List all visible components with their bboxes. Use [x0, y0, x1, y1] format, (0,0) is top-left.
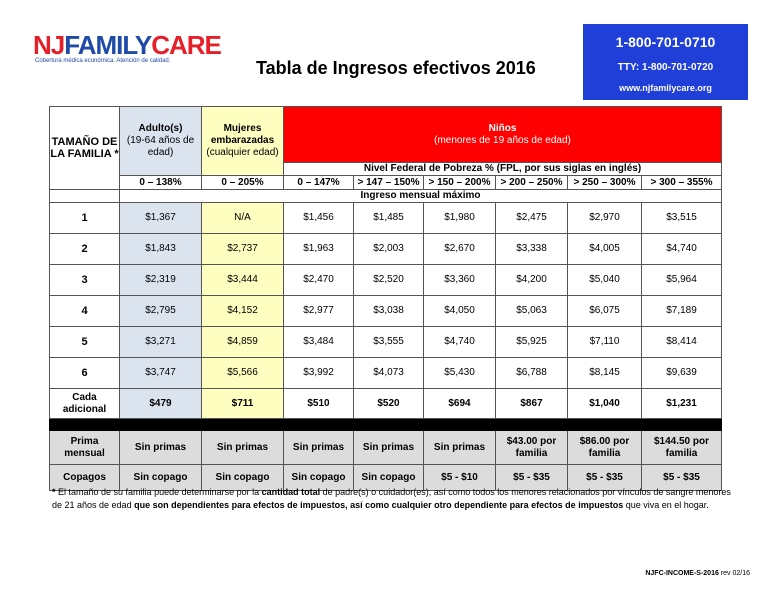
- divider-row: [50, 419, 722, 431]
- value-cell: $3,338: [496, 234, 568, 265]
- value-cell: $479: [120, 389, 202, 419]
- value-cell: $1,980: [424, 203, 496, 234]
- code-rev: rev 02/16: [718, 570, 750, 577]
- value-cell: $3,992: [284, 358, 354, 389]
- table-row: [50, 234, 722, 265]
- document-code: [645, 570, 750, 577]
- premium-cell: Sin primas: [120, 431, 202, 465]
- table-row: [50, 265, 722, 296]
- divider: [50, 419, 722, 431]
- copay-label: Copagos: [50, 465, 120, 491]
- value-cell: $7,110: [568, 327, 642, 358]
- premium-cell: Sin primas: [202, 431, 284, 465]
- range-header: > 200 – 250%: [496, 176, 568, 190]
- range-header: 0 – 138%: [120, 176, 202, 190]
- value-cell: $2,475: [496, 203, 568, 234]
- premium-cell: Sin primas: [424, 431, 496, 465]
- adults-header: [120, 107, 202, 176]
- table-row: [50, 327, 722, 358]
- copay-cell: $5 - $35: [642, 465, 722, 491]
- value-cell: $5,925: [496, 327, 568, 358]
- phone-number[interactable]: 1-800-701-0710: [615, 34, 716, 50]
- value-cell: $4,050: [424, 296, 496, 327]
- value-cell: $1,367: [120, 203, 202, 234]
- logo: [33, 30, 223, 74]
- table-row: [50, 203, 722, 234]
- premium-cell: $43.00 por familia: [496, 431, 568, 465]
- logo-wordmark: NJFAMILYCARE: [33, 30, 221, 60]
- value-cell: $711: [202, 389, 284, 419]
- tty-number[interactable]: TTY: 1-800-701-0720: [617, 62, 714, 73]
- value-cell: $3,555: [354, 327, 424, 358]
- footnote-bold: cantidad total: [261, 487, 321, 497]
- premium-cell: $144.50 por familia: [642, 431, 722, 465]
- row-size: Cada adicional: [50, 389, 120, 419]
- value-cell: $2,670: [424, 234, 496, 265]
- value-cell: $6,075: [568, 296, 642, 327]
- value-cell: $867: [496, 389, 568, 419]
- footnote-text: que viva en el hogar.: [623, 500, 709, 510]
- value-cell: $1,040: [568, 389, 642, 419]
- value-cell: $4,859: [202, 327, 284, 358]
- value-cell: $3,484: [284, 327, 354, 358]
- range-header: > 250 – 300%: [568, 176, 642, 190]
- value-cell: $4,200: [496, 265, 568, 296]
- table-row: [50, 389, 722, 419]
- value-cell: $3,747: [120, 358, 202, 389]
- value-cell: $520: [354, 389, 424, 419]
- row-size: 3: [50, 265, 120, 296]
- value-cell: $4,740: [642, 234, 722, 265]
- value-cell: $4,005: [568, 234, 642, 265]
- value-cell: $1,485: [354, 203, 424, 234]
- row-size: 6: [50, 358, 120, 389]
- value-cell: $5,566: [202, 358, 284, 389]
- value-cell: $8,414: [642, 327, 722, 358]
- children-subtitle: (menores de 19 años de edad): [434, 134, 571, 146]
- table-row: [50, 358, 722, 389]
- value-cell: $3,360: [424, 265, 496, 296]
- footnote-text: de padre(s) o cuidador(es), así como todos los menores relacionados por vínculos de sangre menores de 21 años de edad: [52, 487, 731, 510]
- income-label: Ingreso mensual máximo: [120, 190, 722, 203]
- range-header: 0 – 147%: [284, 176, 354, 190]
- logo-tagline: Cobertura médica económica. Atención de calidad.: [35, 58, 171, 64]
- adults-subtitle: (19-64 años de edad): [126, 135, 195, 158]
- value-cell: $5,063: [496, 296, 568, 327]
- value-cell: $2,520: [354, 265, 424, 296]
- row-size: 2: [50, 234, 120, 265]
- children-header: [284, 107, 722, 163]
- value-cell: $1,843: [120, 234, 202, 265]
- value-cell: $1,456: [284, 203, 354, 234]
- value-cell: $9,639: [642, 358, 722, 389]
- copay-cell: Sin copago: [202, 465, 284, 491]
- children-title: Niños: [488, 122, 517, 134]
- copay-cell: $5 - $35: [568, 465, 642, 491]
- pregnant-title: Mujeres embarazadas: [210, 123, 275, 146]
- income-table: [49, 106, 722, 491]
- value-cell: $2,977: [284, 296, 354, 327]
- value-cell: $5,430: [424, 358, 496, 389]
- value-cell: $1,963: [284, 234, 354, 265]
- value-cell: $2,970: [568, 203, 642, 234]
- footnote-star: *: [52, 487, 56, 497]
- value-cell: $3,444: [202, 265, 284, 296]
- family-size-header: TAMAÑO DE LA FAMILIA *: [50, 107, 120, 190]
- pregnant-header: [202, 107, 284, 176]
- value-cell: $3,515: [642, 203, 722, 234]
- value-cell: $3,038: [354, 296, 424, 327]
- value-cell: $5,040: [568, 265, 642, 296]
- value-cell: $2,319: [120, 265, 202, 296]
- code-id: NJFC-INCOME-S-2016: [645, 570, 719, 577]
- premium-cell: Sin primas: [354, 431, 424, 465]
- footnote-text: El tamaño de su familia puede determinarse por la: [55, 487, 262, 497]
- value-cell: $510: [284, 389, 354, 419]
- range-header: > 150 – 200%: [424, 176, 496, 190]
- copay-cell: $5 - $35: [496, 465, 568, 491]
- range-header: > 300 – 355%: [642, 176, 722, 190]
- row-size: 5: [50, 327, 120, 358]
- copay-cell: $5 - $10: [424, 465, 496, 491]
- adults-title: Adulto(s): [138, 123, 183, 134]
- value-cell: $2,737: [202, 234, 284, 265]
- copay-cell: Sin copago: [284, 465, 354, 491]
- value-cell: $1,231: [642, 389, 722, 419]
- premium-cell: $86.00 por familia: [568, 431, 642, 465]
- value-cell: $4,740: [424, 327, 496, 358]
- value-cell: $4,073: [354, 358, 424, 389]
- value-cell: $2,795: [120, 296, 202, 327]
- value-cell: $2,003: [354, 234, 424, 265]
- premium-label: Prima mensual: [50, 431, 120, 465]
- value-cell: $3,271: [120, 327, 202, 358]
- value-cell: $8,145: [568, 358, 642, 389]
- premium-cell: Sin primas: [284, 431, 354, 465]
- row-size: 4: [50, 296, 120, 327]
- value-cell: $694: [424, 389, 496, 419]
- value-cell: N/A: [202, 203, 284, 234]
- value-cell: $6,788: [496, 358, 568, 389]
- footnote-bold: que son dependientes para efectos de impuestos, así como cualquier otro dependiente para efectos de impuestos: [134, 500, 624, 510]
- value-cell: $4,152: [202, 296, 284, 327]
- premium-row: [50, 431, 722, 465]
- range-header: 0 – 205%: [202, 176, 284, 190]
- copay-cell: Sin copago: [354, 465, 424, 491]
- page-title: Tabla de Ingresos efectivos 2016: [256, 58, 536, 78]
- row-size: 1: [50, 203, 120, 234]
- footnote: [52, 486, 742, 512]
- website-link[interactable]: www.njfamilycare.org: [619, 83, 712, 93]
- contact-box: [583, 24, 748, 100]
- blank-cell: [50, 190, 120, 203]
- fpl-header: Nivel Federal de Pobreza % (FPL, por sus siglas en inglés): [284, 163, 722, 176]
- table-row: [50, 296, 722, 327]
- value-cell: $7,189: [642, 296, 722, 327]
- copay-cell: Sin copago: [120, 465, 202, 491]
- range-header: > 147 – 150%: [354, 176, 424, 190]
- pregnant-subtitle: (cualquier edad): [206, 147, 279, 158]
- value-cell: $2,470: [284, 265, 354, 296]
- value-cell: $5,964: [642, 265, 722, 296]
